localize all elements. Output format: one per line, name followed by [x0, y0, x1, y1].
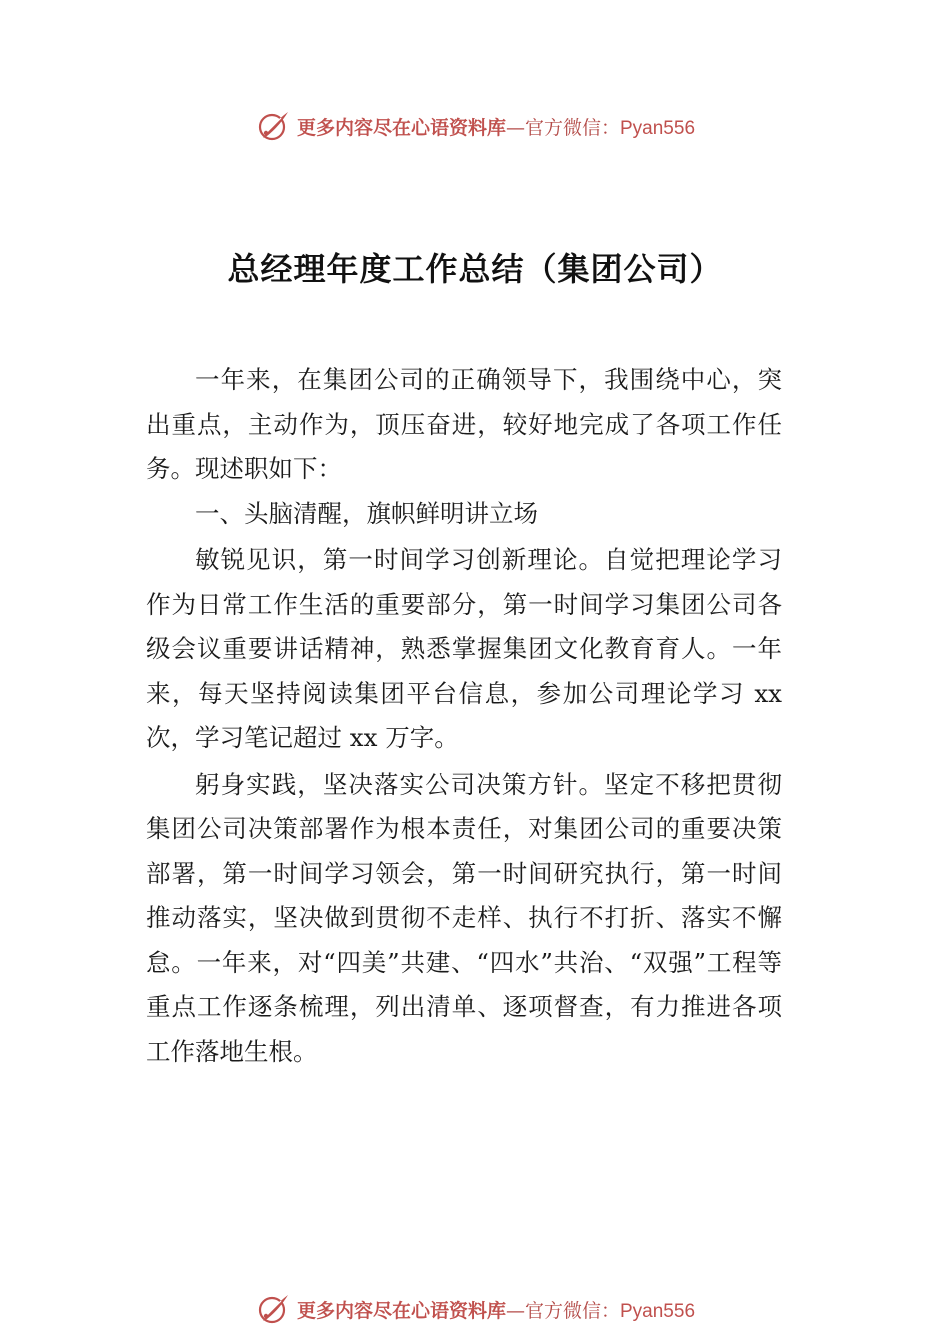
header-banner	[0, 106, 950, 146]
document-title: 总经理年度工作总结（集团公司）	[227, 250, 723, 288]
banner-brand: 更多内容尽在心语资料库	[296, 116, 506, 139]
banner-separator: —	[505, 116, 525, 139]
banner-wechat-id: Pyan556	[620, 1300, 696, 1322]
banner-wechat-id: Pyan556	[620, 117, 696, 139]
section-heading-1: 一、头脑清醒，旗帜鲜明讲立场	[195, 498, 538, 528]
document-body	[146, 358, 782, 1074]
banner-separator: —	[505, 1299, 525, 1322]
banner-text	[297, 113, 695, 140]
banner-brand: 更多内容尽在心语资料库	[296, 1299, 506, 1322]
banner-wechat-label: 官方微信：	[524, 1299, 620, 1322]
paragraph-intro: 一年来，在集团公司的正确领导下，我围绕中心，突出重点，主动作为，顶压奋进，较好地完成了各项工作任务。现述职如下：	[146, 365, 782, 483]
banner-wechat-label: 官方微信：	[524, 116, 620, 139]
paragraph-practice: 躬身实践，坚决落实公司决策方针。坚定不移把贯彻集团公司决策部署作为根本责任，对集团公司的重要决策部署，第一时间学习领会，第一时间研究执行，第一时间推动落实，坚决做到贯彻不走样、执行不打折、落实不懈怠。一年来，对“四美”共建、“四水”共治、“双强”工程等重点工作逐条梳理，列出清单、逐项督查，有力推进各项工作落地生根。	[146, 769, 782, 1066]
quill-pen-logo-icon	[255, 108, 291, 144]
quill-pen-logo-icon	[255, 1291, 291, 1327]
paragraph-theory-study: 敏锐见识，第一时间学习创新理论。自觉把理论学习作为日常工作生活的重要部分，第一时间学习集团公司各级会议重要讲话精神，熟悉掌握集团文化教育育人。一年来，每天坚持阅读集团平台信息，参加公司理论学习 xx 次，学习笔记超过 xx 万字。	[146, 545, 782, 752]
banner-text	[297, 1296, 695, 1323]
footer-banner	[0, 1289, 950, 1329]
